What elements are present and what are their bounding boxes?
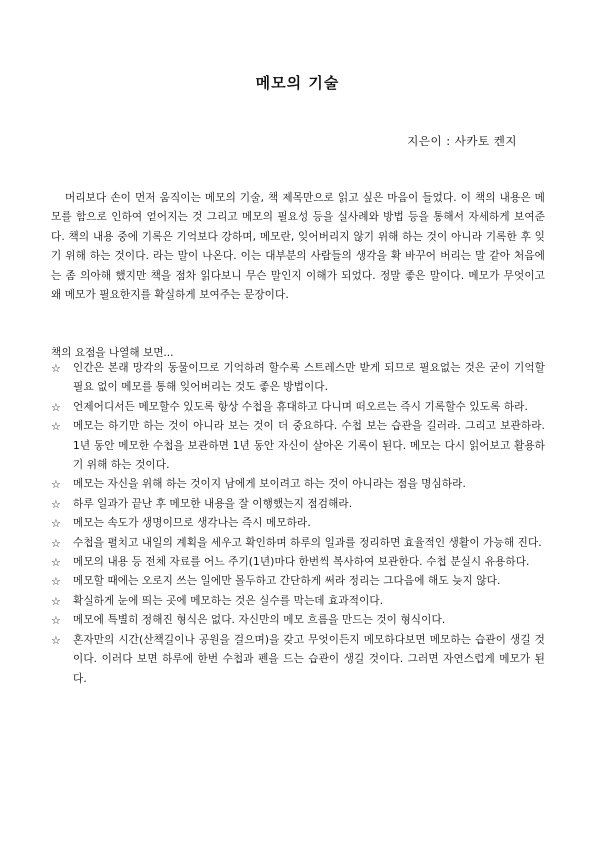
author-line: 지은이 : 사카토 켄지 [407, 134, 517, 148]
tip-text: 메모는 속도가 생명이므로 생각나는 즉시 메모하라. [73, 517, 311, 530]
tip-text: 메모는 자신을 위해 하는 것이지 남에게 보이려고 하는 것이 아니라는 점을 명심하라. [73, 478, 466, 491]
tip-item [51, 572, 545, 591]
intro-summary-line: 책의 요점을 나열해 보면... [51, 347, 174, 359]
tip-text: 하루 일과가 끝난 후 메모한 내용을 잘 이행했는지 점검해라. [73, 497, 353, 510]
tip-item [51, 611, 545, 630]
star-bullet-icon: ☆ [51, 633, 61, 647]
tip-text: 메모의 내용 등 전체 자료를 어느 주기(1년)마다 한번씩 복사하여 보관한다. 수첩 분실시 유용하다. [73, 556, 530, 569]
star-bullet-icon: ☆ [51, 497, 61, 511]
tip-item [51, 417, 545, 475]
star-bullet-icon: ☆ [51, 420, 61, 434]
tip-text: 인간은 본래 망각의 동물이므로 기억하려 할수록 스트레스만 받게 되므로 필요없는 것은 굳이 기억할 필요 없이 메모를 통해 잊어버리는 것도 좋은 방법이다. [73, 362, 545, 394]
tip-item [51, 475, 545, 494]
tip-item [51, 514, 545, 533]
star-bullet-icon: ☆ [51, 400, 61, 414]
tip-text: 확실하게 눈에 띄는 곳에 메모하는 것은 실수를 막는데 효과적이다. [73, 594, 384, 607]
tip-text: 메모는 하기만 하는 것이 아니라 보는 것이 더 중요하다. 수첩 보는 습관을 길러라. 그리고 보관하라. 1년 동안 메모한 수첩을 보관하면 1년 동안 자신이 살아온 기록이 된다. 메모는 다시 읽어보고 활용하기 위해 하는 것이다. [73, 420, 545, 472]
tip-text: 혼자만의 시간(산책길이나 공원을 걸으며)을 갖고 무엇이든지 메모하다보면 메모하는 습관이 생길 것이다. 이러다 보면 하루에 한번 수첩과 펜을 드는 습관이 생길 것이다. 그러면 자연스럽게 메모가 된다. [73, 633, 545, 685]
star-bullet-icon: ☆ [51, 536, 61, 550]
star-bullet-icon: ☆ [51, 517, 61, 531]
star-bullet-icon: ☆ [51, 556, 61, 570]
tips-list [51, 359, 545, 689]
tip-item [51, 631, 545, 689]
star-bullet-icon: ☆ [51, 614, 61, 628]
star-bullet-icon: ☆ [51, 575, 61, 589]
tip-item [51, 495, 545, 514]
tip-text: 메모에 특별히 정해진 형식은 없다. 자신만의 메모 흐름을 만드는 것이 형식이다. [73, 614, 446, 627]
tip-text: 언제어디서든 메모할수 있도록 항상 수첩을 휴대하고 다니며 떠오르는 즉시 기록할수 있도록 하라. [73, 400, 528, 413]
tip-item [51, 359, 545, 398]
star-bullet-icon: ☆ [51, 362, 61, 375]
star-bullet-icon: ☆ [51, 594, 61, 608]
tip-item [51, 553, 545, 572]
tip-item [51, 592, 545, 611]
tip-text: 메모할 때에는 오로지 쓰는 일에만 몰두하고 간단하게 써라 정리는 그다음에 해도 늦지 않다. [73, 575, 501, 588]
star-bullet-icon: ☆ [51, 478, 61, 492]
intro-paragraph: 머리보다 손이 먼저 움직이는 메모의 기술, 책 제목만으로 읽고 싶은 마음이 들었다. 이 책의 내용은 메모를 함으로 인하여 얻어지는 것 그리고 메모의 필요성 등을 실사례와 방법 등을 통해서 자세하게 보여준다. 책의 내용 중에 기록은 기억보다 강하며, 메모란, 잊어버리지 않기 위해 하는 것이 아니라 기록한 후 잊기 위해 하는 것이다. 라는 말이 나온다. 이는 대부분의 사람들의 생각을 확 바꾸어 버리는 말 같아 처음에는 좀 의아해 했지만 책을 점차 읽다보니 무슨 말인지 이해가 되었다. 정말 좋은 말이다. 메모가 무엇이고 왜 메모가 필요한지를 확실하게 보여주는 문장이다. [51, 192, 545, 302]
tip-item [51, 534, 545, 553]
document-title: 메모의 기술 [255, 74, 340, 92]
tip-text: 수첩을 펼치고 내일의 계획을 세우고 확인하며 하루의 일과를 정리하면 효율적인 생활이 가능해 진다. [73, 536, 542, 549]
tip-item [51, 398, 545, 417]
